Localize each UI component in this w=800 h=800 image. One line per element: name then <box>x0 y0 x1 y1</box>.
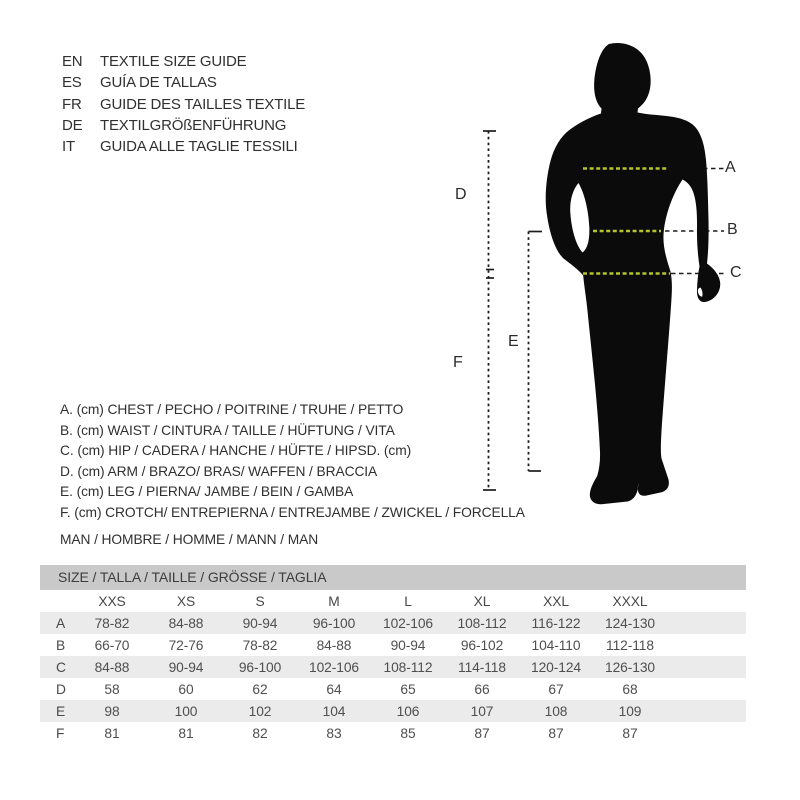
legend-chest: A. (cm) CHEST / PECHO / POITRINE / TRUHE / PETTO <box>60 402 404 417</box>
size-value-cell: 90-94 <box>168 659 204 675</box>
language-title: GUIDA ALLE TAGLIE TESSILI <box>100 138 298 156</box>
table-row-b <box>40 634 746 656</box>
size-value-cell: 102 <box>248 703 272 719</box>
legend-arm: D. (cm) ARM / BRAZO/ BRAS/ WAFFEN / BRACCIA <box>60 463 378 479</box>
filler-cell <box>667 700 746 722</box>
marker-chest-a: A <box>725 159 736 176</box>
size-value-cell: 90-94 <box>390 637 426 653</box>
language-code: IT <box>62 138 75 156</box>
size-value-cell: 64 <box>326 681 342 697</box>
size-value-cell: 78-82 <box>94 615 130 631</box>
size-value-cell: 62 <box>252 681 268 697</box>
size-value-cell: 85 <box>400 725 416 741</box>
size-value-cell: 82 <box>252 725 268 741</box>
language-title: TEXTILGRÖßENFÜHRUNG <box>100 116 287 134</box>
table-row-a <box>40 612 746 634</box>
size-column-header: XS <box>176 593 196 609</box>
marker-leg-e: E <box>508 333 519 350</box>
size-value-cell: 102-106 <box>309 659 359 675</box>
size-value-cell: 84-88 <box>168 615 204 631</box>
table-row-c <box>40 656 746 678</box>
language-code: FR <box>62 95 82 113</box>
size-value-cell: 67 <box>548 681 564 697</box>
size-value-cell: 66 <box>474 681 490 697</box>
filler-cell <box>667 612 746 634</box>
size-value-cell: 114-118 <box>458 659 506 675</box>
size-value-cell: 112-118 <box>606 637 654 653</box>
size-value-cell: 126-130 <box>605 659 655 675</box>
size-value-cell: 96-100 <box>238 659 282 675</box>
language-title: TEXTILE SIZE GUIDE <box>100 53 247 70</box>
marker-arm-d: D <box>455 186 467 203</box>
size-value-cell: 81 <box>104 725 120 741</box>
size-value-cell: 58 <box>104 681 120 697</box>
size-value-cell: 108-112 <box>457 615 507 631</box>
size-value-cell: 84-88 <box>316 637 352 653</box>
size-value-cell: 68 <box>622 681 638 697</box>
size-table-title: SIZE / TALLA / TAILLE / GRÖSSE / TAGLIA <box>40 565 746 590</box>
size-header-row <box>40 590 746 612</box>
size-value-cell: 65 <box>400 681 416 697</box>
size-value-cell: 96-102 <box>460 637 504 653</box>
table-row-d <box>40 678 746 700</box>
filler-cell <box>667 634 746 656</box>
size-value-cell: 108-112 <box>383 659 433 675</box>
language-title: GUÍA DE TALLAS <box>100 74 217 92</box>
size-value-cell: 108 <box>544 703 568 719</box>
filler-cell <box>667 656 746 678</box>
language-code: EN <box>62 53 83 70</box>
row-label: D <box>56 681 66 697</box>
size-value-cell: 84-88 <box>94 659 130 675</box>
size-value-cell: 87 <box>474 725 490 741</box>
size-column-header: XL <box>473 593 491 609</box>
size-value-cell: 83 <box>326 725 342 741</box>
row-label: C <box>56 659 66 675</box>
language-code: ES <box>62 74 82 92</box>
size-value-cell: 102-106 <box>383 615 433 631</box>
gender-label: MAN / HOMBRE / HOMME / MANN / MAN <box>60 532 319 547</box>
size-table <box>40 565 746 744</box>
size-value-cell: 106 <box>396 703 420 719</box>
size-value-cell: 87 <box>622 725 638 741</box>
row-label: B <box>56 637 66 653</box>
size-value-cell: 60 <box>178 681 194 697</box>
filler-cell <box>667 590 746 612</box>
table-row-e <box>40 700 746 722</box>
size-value-cell: 78-82 <box>242 637 278 653</box>
size-value-cell: 98 <box>104 703 120 719</box>
size-value-cell: 104 <box>322 703 346 719</box>
size-column-header: XXL <box>543 593 569 609</box>
size-value-cell: 107 <box>470 703 494 719</box>
size-column-header: XXS <box>98 593 126 609</box>
marker-waist-b: B <box>727 221 738 238</box>
legend-leg: E. (cm) LEG / PIERNA/ JAMBE / BEIN / GAMBA <box>60 484 354 500</box>
size-value-cell: 124-130 <box>605 615 655 631</box>
size-value-cell: 87 <box>548 725 564 741</box>
size-column-header: XXXL <box>612 593 648 609</box>
size-value-cell: 90-94 <box>242 615 278 631</box>
size-column-header: S <box>255 593 265 609</box>
legend-waist: B. (cm) WAIST / CINTURA / TAILLE / HÜFTUNG / VITA <box>60 422 395 438</box>
size-value-cell: 96-100 <box>312 615 356 631</box>
size-value-cell: 109 <box>618 703 642 719</box>
size-value-cell: 66-70 <box>94 637 130 653</box>
size-value-cell: 100 <box>174 703 198 719</box>
legend-hip: C. (cm) HIP / CADERA / HANCHE / HÜFTE / HIPSD. (cm) <box>60 443 412 459</box>
size-value-cell: 116-122 <box>531 615 581 631</box>
marker-crotch-f: F <box>453 354 463 371</box>
filler-cell <box>667 678 746 700</box>
language-title: GUIDE DES TAILLES TEXTILE <box>100 95 306 113</box>
table-row-f <box>40 722 746 744</box>
row-label: F <box>56 725 65 741</box>
legend-crotch: F. (cm) CROTCH/ ENTREPIERNA / ENTREJAMBE / ZWICKEL / FORCELLA <box>60 504 525 520</box>
measurement-legend <box>60 400 525 524</box>
size-value-cell: 72-76 <box>168 637 204 653</box>
language-code: DE <box>62 116 83 134</box>
marker-hip-c: C <box>730 264 742 281</box>
filler-cell <box>667 722 746 744</box>
row-label: A <box>56 615 66 631</box>
size-value-cell: 120-124 <box>531 659 581 675</box>
row-label: E <box>56 703 66 719</box>
size-column-header: L <box>404 593 412 609</box>
size-column-header: M <box>328 593 340 609</box>
empty-corner-cell <box>40 590 75 612</box>
size-value-cell: 104-110 <box>531 637 581 653</box>
size-value-cell: 81 <box>178 725 194 741</box>
size-table-grid <box>40 590 746 744</box>
